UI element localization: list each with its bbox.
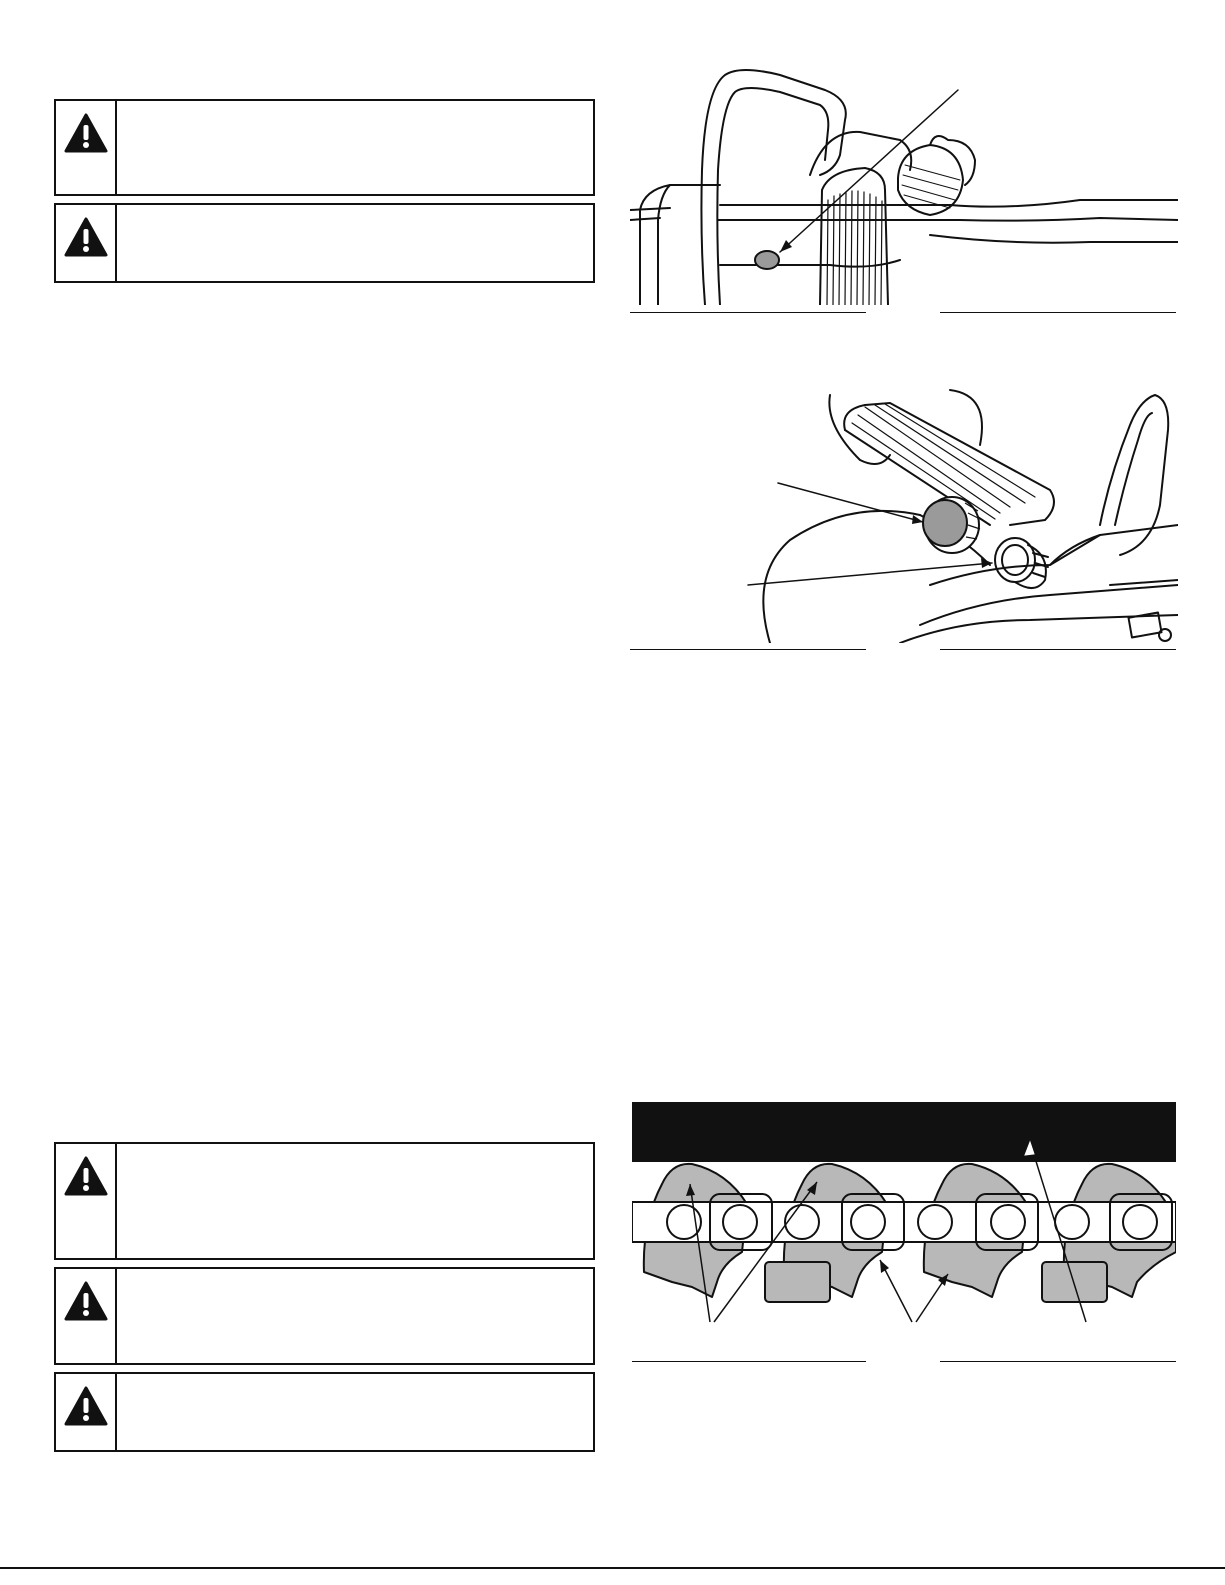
warning-box-4 bbox=[54, 1267, 595, 1365]
warning-triangle-icon bbox=[64, 1281, 108, 1321]
figure-3-rule-left bbox=[632, 1361, 866, 1362]
neck-leader bbox=[748, 563, 992, 585]
warning-icon-cell bbox=[56, 1269, 117, 1363]
warning-box-1 bbox=[54, 99, 595, 196]
primer-bulb bbox=[898, 136, 975, 215]
oil-filler-neck bbox=[995, 538, 1048, 588]
grip-ribs bbox=[827, 191, 882, 305]
oil-window-leader bbox=[780, 90, 958, 252]
page-bottom-rule bbox=[0, 1567, 1225, 1569]
warning-icon-cell bbox=[56, 205, 117, 281]
warning-triangle-icon bbox=[64, 113, 108, 153]
figure-1-rule-right bbox=[940, 312, 1176, 313]
figure-2-rule-left bbox=[630, 649, 866, 650]
figure-oil-cap bbox=[630, 385, 1178, 643]
cap-leader bbox=[778, 483, 923, 522]
warning-triangle-icon bbox=[64, 1156, 108, 1196]
figure-3-rule-right bbox=[940, 1361, 1176, 1362]
warning-box-3 bbox=[54, 1142, 595, 1260]
warning-icon-cell bbox=[56, 101, 117, 194]
saw-body-outline bbox=[640, 185, 720, 305]
warning-text bbox=[117, 1269, 593, 1363]
warning-triangle-icon bbox=[64, 217, 108, 257]
warning-triangle-icon bbox=[64, 1386, 108, 1426]
guide-bar-band bbox=[632, 1102, 1176, 1162]
warning-icon-cell bbox=[56, 1144, 117, 1258]
warning-text bbox=[117, 101, 593, 194]
warning-text bbox=[117, 1144, 593, 1258]
warning-text bbox=[117, 205, 593, 281]
warning-text bbox=[117, 1374, 593, 1450]
warning-icon-cell bbox=[56, 1374, 117, 1450]
figure-2-rule-right bbox=[940, 649, 1176, 650]
figure-oil-indicator bbox=[630, 60, 1178, 305]
warning-box-5 bbox=[54, 1372, 595, 1452]
oil-cap bbox=[923, 497, 980, 553]
oil-level-window bbox=[755, 251, 779, 269]
figure-1-rule-left bbox=[630, 312, 866, 313]
figure-chain bbox=[632, 1102, 1176, 1352]
warning-box-2 bbox=[54, 203, 595, 283]
